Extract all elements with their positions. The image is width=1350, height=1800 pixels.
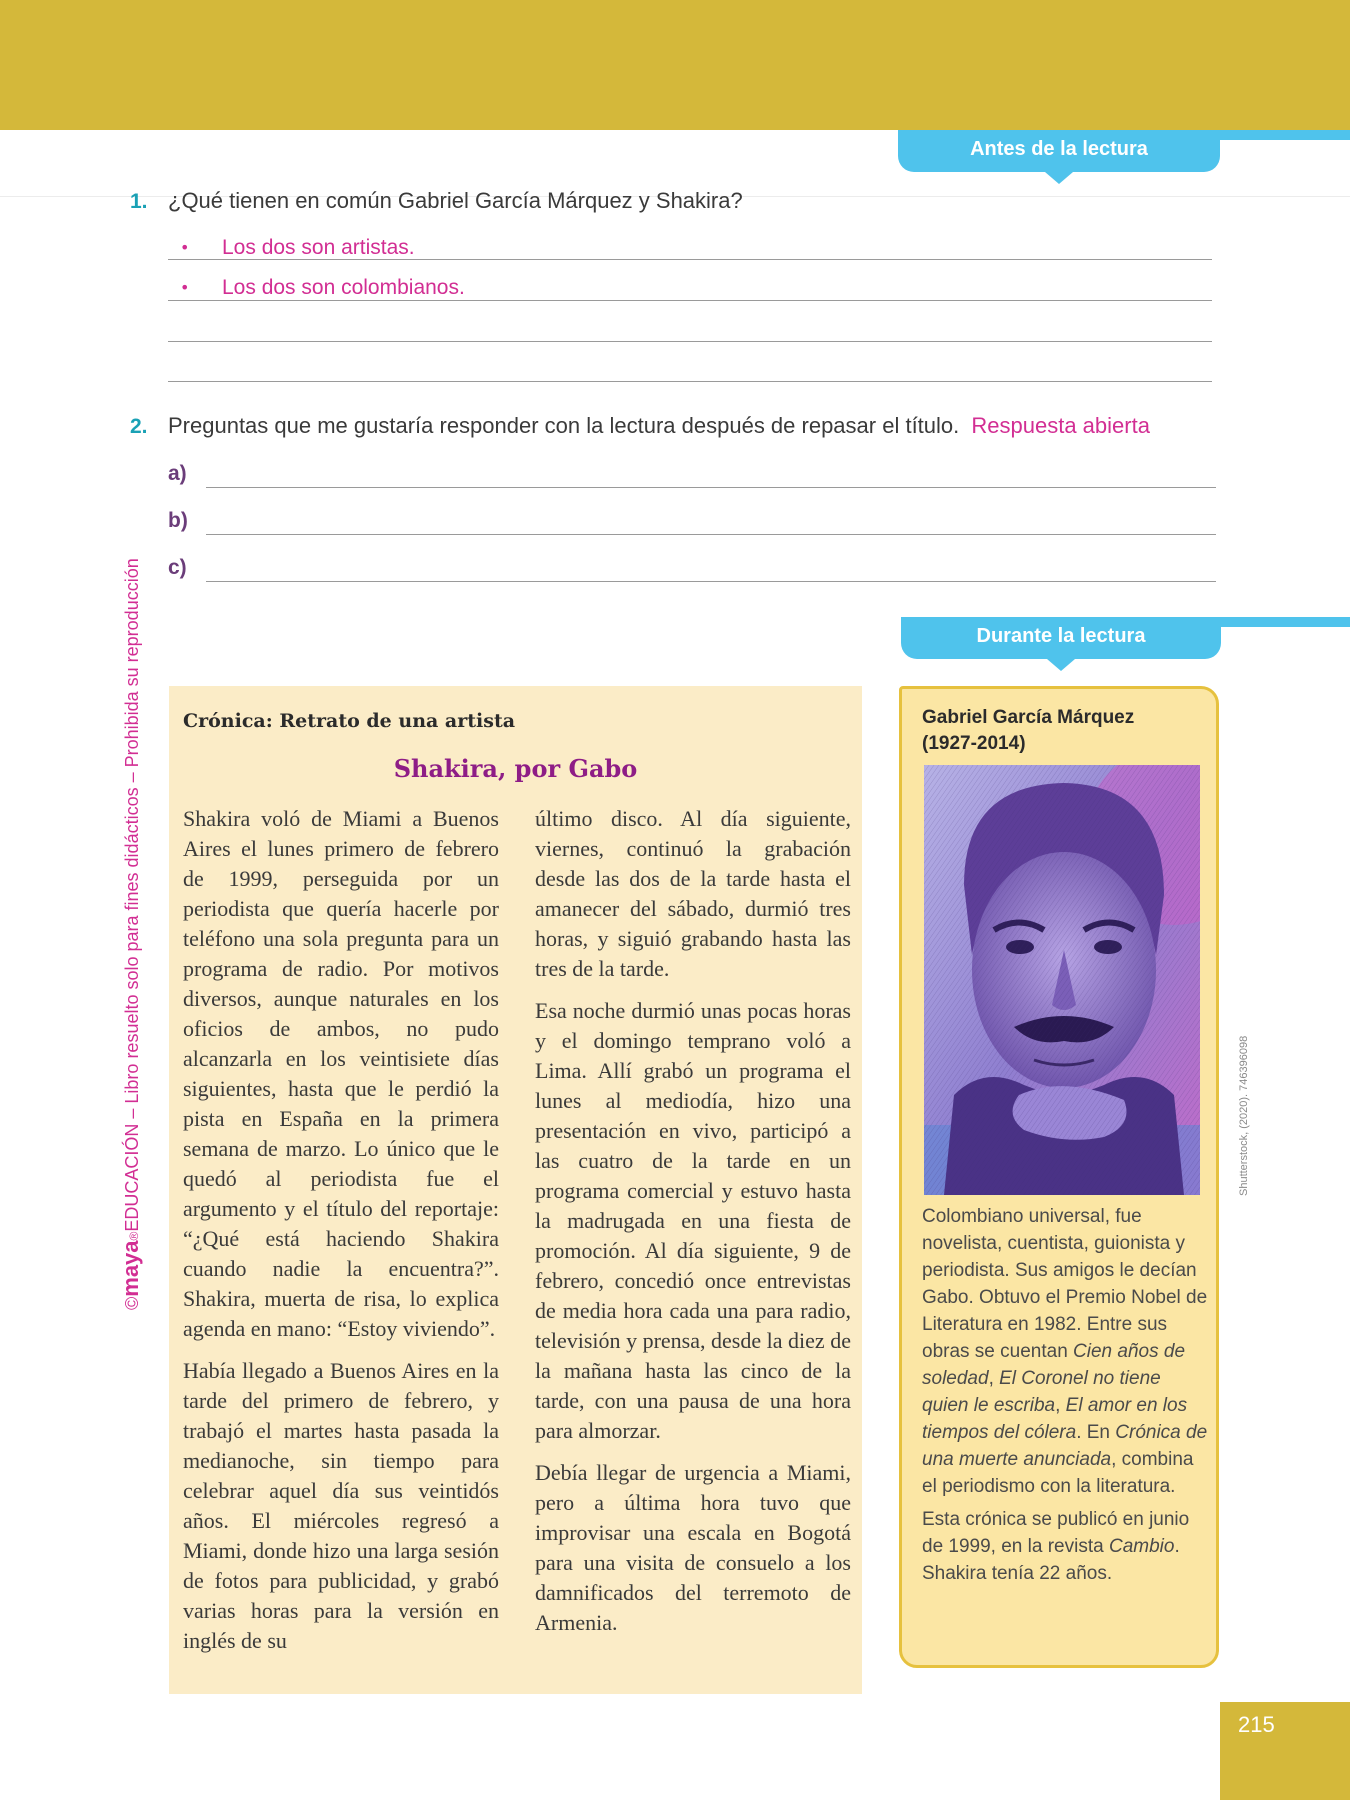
article-column-left (183, 804, 499, 1668)
section-tab-label: Durante la lectura (976, 625, 1146, 647)
sub-question-a (168, 460, 1216, 494)
handwritten-answer: Respuesta abierta (971, 413, 1150, 438)
article-panel (169, 686, 862, 1694)
section-tab-antes (898, 130, 1220, 172)
question-2-number: 2. (130, 415, 148, 438)
bullet: • (180, 238, 190, 257)
author-bio-text (922, 1203, 1208, 1593)
article-paragraph: último disco. Al día siguiente, viernes, continuó la grabación desde las dos de la tarde hasta el amanecer del sábado, durmió tres horas, y siguió grabando hasta las tres de la tarde. (535, 806, 851, 981)
page-number-box (1220, 1702, 1350, 1800)
question-1-number: 1. (130, 190, 148, 213)
article-paragraph: Shakira voló de Miami a Buenos Aires el lunes primero de febrero de 1999, perseguida por un periodista que quería hacerle por teléfono una sola pregunta para un programa de radio. Por motivos diversos, aunque naturales en los oficios de ambos, no pudo alcanzarla en los veintisiete días siguientes, hasta que le perdió la pista en España en la primera semana de marzo. Lo único que le quedó al periodista fue el argumento y el título del reportaje: “¿Qué está haciendo Shakira cuando nadie la encuentra?”. Shakira, muerta de risa, lo explica agenda en mano: “Estoy viviendo”. (183, 806, 499, 1341)
section-tab-durante (901, 617, 1221, 659)
author-bio-box (899, 686, 1219, 1668)
handwritten-answer: Los dos son artistas. (222, 236, 415, 259)
book-title: El Coronel no tiene quien le escriba (922, 1368, 1161, 1416)
handwritten-answer: Los dos son colombianos. (222, 276, 465, 299)
question-2-text (168, 413, 1150, 439)
bio-text-run: . En (1076, 1422, 1116, 1443)
answer-line (168, 341, 1212, 342)
bio-text-run: Esta crónica se publicó en junio de 1999, en la revista (922, 1509, 1190, 1557)
header-band (0, 0, 1350, 130)
answer-line (168, 381, 1212, 382)
article-paragraph: Había llegado a Buenos Aires en la tarde del primero de febrero, y trabajó el martes hasta pasada la medianoche, sin tiempo para celebrar aquel día sus veintidós años. El miércoles regresó a Miami, donde hizo una larga sesión de fotos para publicidad, y grabó varias horas para la versión en inglés de su (183, 1358, 499, 1653)
author-portrait (924, 765, 1200, 1195)
page-number: 215 (1238, 1712, 1275, 1737)
sub-question-c (168, 554, 1216, 588)
author-name (922, 705, 1134, 757)
sub-question-label: c) (168, 556, 187, 579)
answer-line (168, 300, 1212, 301)
bio-text-run: , (1055, 1395, 1066, 1416)
answer-line (206, 487, 1216, 488)
copyright-symbol: © (122, 1296, 142, 1310)
copyright-note (118, 558, 144, 1310)
answer-line (206, 534, 1216, 535)
section-tab-label: Antes de la lectura (970, 138, 1148, 160)
tab-arrow (1045, 172, 1073, 184)
answer-line (168, 259, 1212, 260)
book-title: Crónica de una muerte anunciada (922, 1422, 1208, 1470)
sub-question-label: a) (168, 462, 187, 485)
article-kicker: Crónica: Retrato de una artista (183, 710, 516, 732)
bullet: • (180, 278, 190, 297)
registered-mark: ® (127, 1231, 141, 1241)
copyright-text: EDUCACIÓN – Libro resuelto solo para fines didácticos – Prohibida su reproducción (122, 558, 142, 1232)
tab-arrow (1047, 659, 1075, 671)
answer-row (168, 234, 1212, 268)
author-name-text: Gabriel García Márquez (922, 707, 1135, 728)
article-column-right (535, 804, 851, 1650)
brand-logo: maya (118, 1240, 143, 1297)
bio-text-run: , (988, 1368, 1000, 1389)
answer-line (206, 581, 1216, 582)
article-paragraph: Esa noche durmió unas pocas horas y el domingo temprano voló a Lima. Allí grabó un programa el lunes al mediodía, hizo una presentación en vivo, participó a las cuatro de la tarde en un programa comercial y estuvo hasta la madrugada en una fiesta de promoción. Al día siguiente, 9 de febrero, concedió once entrevistas de media hora cada una para radio, televisión y prensa, desde la diez de la mañana hasta las cinco de la tarde, con una pausa de una hora para almorzar. (535, 998, 851, 1443)
article-paragraph: Debía llegar de urgencia a Miami, pero a última hora tuvo que improvisar una escala en Bogotá para una visita de consuelo a los damnificados del terremoto de Armenia. (535, 1460, 851, 1635)
bio-paragraph (922, 1506, 1208, 1587)
question-2-prompt: Preguntas que me gustaría responder con la lectura después de repasar el título. (168, 413, 960, 438)
photo-credit: Shutterstock, (2020). 746396098 (1238, 1035, 1250, 1196)
article-headline: Shakira, por Gabo (393, 754, 638, 783)
book-title: El amor en los tiempos del cólera (922, 1395, 1188, 1443)
bio-text-run: , combina el periodismo con la literatura. (922, 1449, 1194, 1497)
answer-row (168, 274, 1212, 308)
bio-text-run: . Shakira tenía 22 años. (922, 1536, 1180, 1584)
sub-question-b (168, 507, 1216, 541)
question-1-text: ¿Qué tienen en común Gabriel García Márquez y Shakira? (168, 188, 743, 213)
author-years: (1927-2014) (922, 733, 1026, 754)
book-title: Cien años de soledad (922, 1341, 1186, 1389)
bio-text-run: Colombiano universal, fue novelista, cuentista, guionista y periodista. Sus amigos le decían Gabo. Obtuvo el Premio Nobel de Literatura en 1982. Entre sus obras se cuentan (922, 1206, 1208, 1362)
bio-paragraph (922, 1203, 1208, 1500)
portrait-illustration (924, 765, 1200, 1195)
sub-question-label: b) (168, 509, 188, 532)
magazine-title: Cambio (1108, 1536, 1175, 1557)
